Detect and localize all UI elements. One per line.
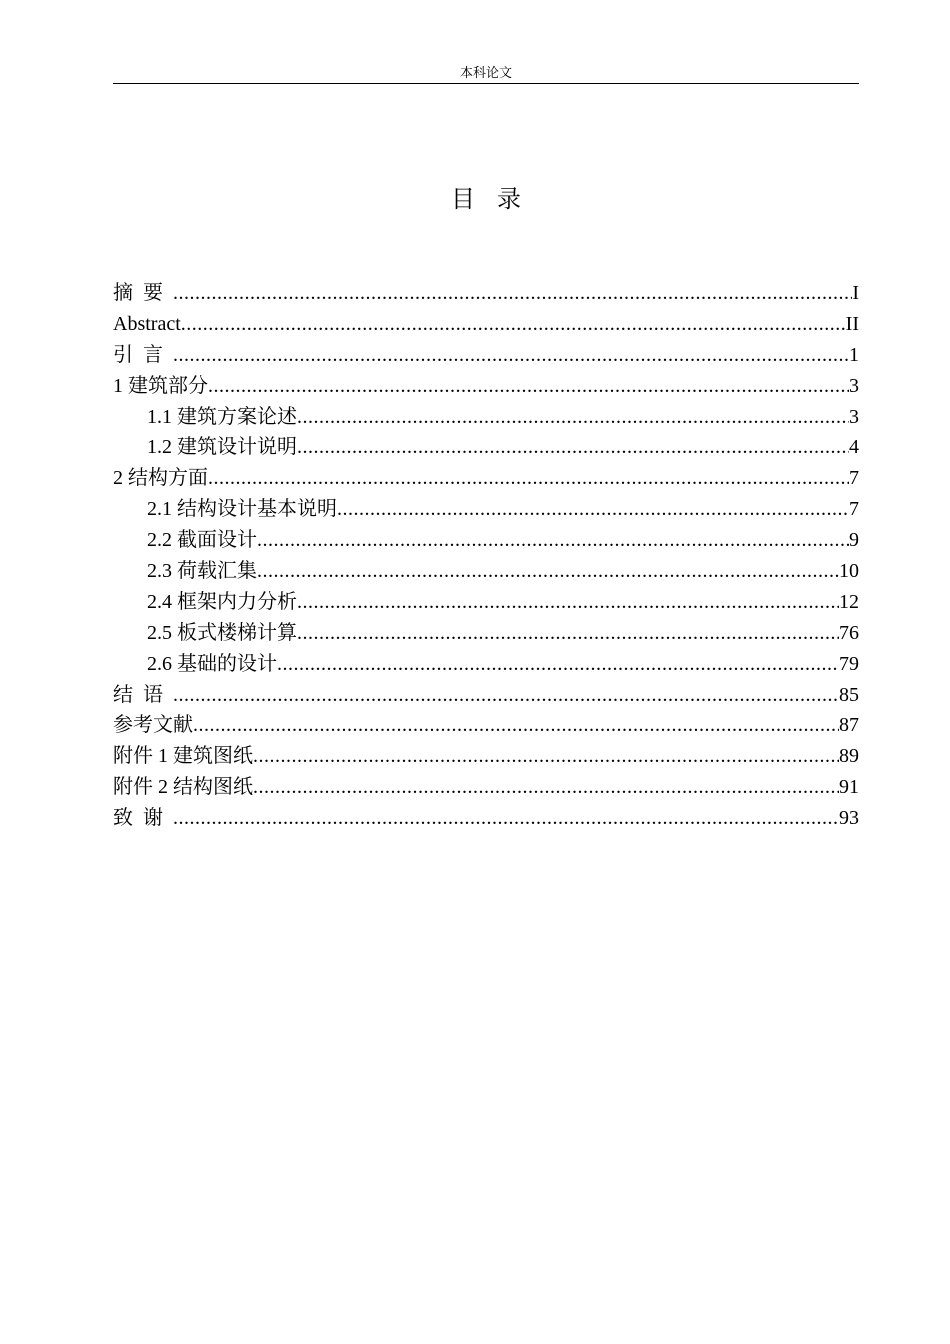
- toc-entry-page: 7: [849, 467, 859, 490]
- toc-entry-label: 2.4 框架内力分析: [147, 590, 297, 613]
- toc-entry-page: 3: [849, 405, 859, 428]
- toc-dot-leader: [173, 803, 839, 834]
- toc-dot-leader: [181, 309, 846, 340]
- toc-entry-page: 4: [849, 436, 859, 459]
- toc-entry-abstract-cn[interactable]: [113, 278, 859, 309]
- toc-entry-label: 结语: [113, 683, 173, 706]
- toc-dot-leader: [208, 371, 849, 402]
- toc-entry-page: 76: [839, 621, 859, 644]
- toc-entry-abstract-en[interactable]: [113, 309, 859, 340]
- toc-entry-conclusion[interactable]: [113, 680, 859, 711]
- toc-entry-label: 2.6 基础的设计: [147, 652, 277, 675]
- toc-entry-page: 1: [849, 343, 859, 366]
- toc-dot-leader: [277, 649, 839, 680]
- toc-entry-appendix-2[interactable]: [113, 772, 859, 803]
- toc-dot-leader: [173, 680, 839, 711]
- toc-entry-label: 参考文献: [113, 714, 193, 737]
- toc-entry-architecture[interactable]: [113, 371, 859, 402]
- toc-entry-label: 1 建筑部分: [113, 374, 208, 397]
- toc-dot-leader: [257, 556, 839, 587]
- toc-dot-leader: [297, 587, 839, 618]
- toc-entry-label: 附件 2 结构图纸: [113, 776, 253, 799]
- toc-entry-2-6[interactable]: [113, 649, 859, 680]
- toc-entry-page: 9: [849, 529, 859, 552]
- toc-entry-2-5[interactable]: [113, 618, 859, 649]
- toc-dot-leader: [257, 525, 849, 556]
- toc-entry-page: 85: [839, 683, 859, 706]
- toc-dot-leader: [337, 494, 849, 525]
- toc-entry-label: 1.1 建筑方案论述: [147, 405, 297, 428]
- toc-entry-structure[interactable]: [113, 463, 859, 494]
- toc-dot-leader: [297, 432, 849, 463]
- toc-entry-introduction[interactable]: [113, 340, 859, 371]
- toc-entry-label: 附件 1 建筑图纸: [113, 745, 253, 768]
- toc-entry-label: 2.1 结构设计基本说明: [147, 498, 337, 521]
- toc-entry-label: 1.2 建筑设计说明: [147, 436, 297, 459]
- toc-dot-leader: [173, 278, 852, 309]
- toc-entry-2-1[interactable]: [113, 494, 859, 525]
- running-header: 本科论文: [459, 65, 512, 80]
- toc-dot-leader: [173, 340, 849, 371]
- toc-title: 目录: [451, 185, 543, 213]
- toc-dot-leader: [193, 710, 839, 741]
- toc-entry-references[interactable]: [113, 710, 859, 741]
- toc-entry-label: 2 结构方面: [113, 467, 208, 490]
- table-of-contents: [113, 278, 859, 834]
- toc-dot-leader: [253, 772, 839, 803]
- toc-entry-page: 91: [839, 776, 859, 799]
- toc-dot-leader: [208, 463, 849, 494]
- toc-entry-page: 10: [839, 560, 859, 583]
- toc-entry-page: 12: [839, 590, 859, 613]
- toc-entry-2-2[interactable]: [113, 525, 859, 556]
- toc-entry-label: 2.2 截面设计: [147, 529, 257, 552]
- toc-entry-label: 摘要: [113, 282, 173, 304]
- toc-dot-leader: [253, 741, 839, 772]
- toc-dot-leader: [297, 402, 849, 433]
- toc-entry-2-4[interactable]: [113, 587, 859, 618]
- toc-entry-label: Abstract: [113, 312, 181, 335]
- toc-entry-label: 引言: [113, 343, 173, 366]
- toc-entry-page: I: [852, 282, 859, 304]
- toc-entry-page: 89: [839, 745, 859, 768]
- toc-entry-page: 87: [839, 714, 859, 737]
- toc-entry-2-3[interactable]: [113, 556, 859, 587]
- toc-entry-label: 2.3 荷载汇集: [147, 560, 257, 583]
- header-rule: [113, 83, 859, 84]
- toc-entry-acknowledgements[interactable]: [113, 803, 859, 834]
- toc-entry-page: II: [845, 312, 859, 335]
- toc-entry-appendix-1[interactable]: [113, 741, 859, 772]
- toc-entry-1-2[interactable]: [113, 432, 859, 463]
- toc-entry-label: 2.5 板式楼梯计算: [147, 621, 297, 644]
- toc-entry-page: 79: [839, 652, 859, 675]
- toc-entry-page: 3: [849, 374, 859, 397]
- toc-entry-page: 7: [849, 498, 859, 521]
- toc-dot-leader: [297, 618, 839, 649]
- toc-entry-label: 致谢: [113, 807, 173, 830]
- toc-entry-page: 93: [839, 807, 859, 830]
- toc-entry-1-1[interactable]: [113, 402, 859, 433]
